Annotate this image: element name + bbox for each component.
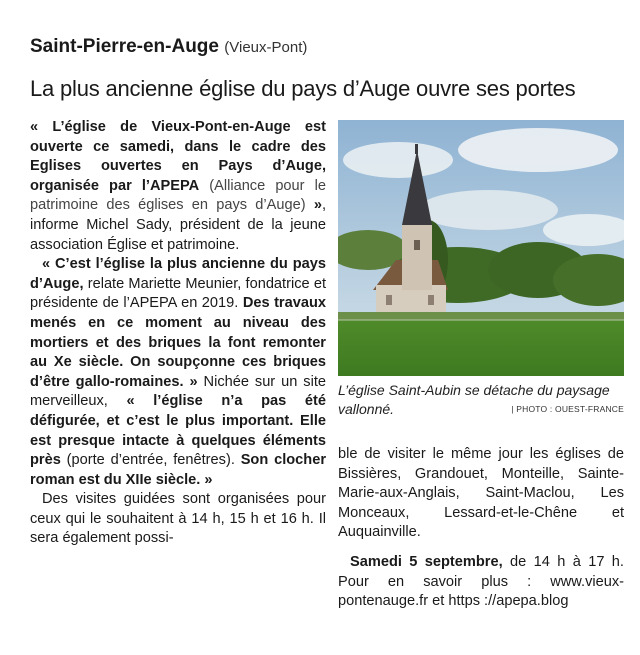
column-right [338,445,624,612]
article-header [30,36,307,58]
place-name: Saint-Pierre-en-Auge [30,36,219,57]
paragraph-3: Des visites guidées sont organisées pour ceux qui le souhaitent à 14 h, 15 h et 16 h. Il sera également possi- [30,491,326,547]
p2-normal: relate Mariette Meunier, fondatrice et présidente de l’APEPA en 2019. [30,275,326,312]
photo-caption: L’église Saint-Aubin se détache du paysage vallonné. [338,382,610,417]
church-photo [338,120,624,376]
photo-credit: | PHOTO : OUEST-FRANCE [511,404,624,414]
p2-normal-3: (porte d’entrée, fenêtres). [60,452,241,469]
p2-normal-2: Nichée sur un site merveilleux, [30,373,326,410]
paragraph-2 [30,255,326,490]
column-left [30,118,326,549]
date-info: de 14 h à 17 h. Pour en savoir plus : www.vieux-pontenauge.fr et https ://apepa.blog [338,553,624,610]
p2-bold: « C’est l’église la plus ancienne du pays d’Auge, [30,256,326,292]
church-landscape-image [338,120,624,376]
p1-tail: , informe Michel Sady, président de la jeune association Église et patrimoine. [30,197,326,253]
p2-bold-4: Son clocher roman est du XIIe siècle. » [30,452,327,488]
paragraph-4: ble de visiter le même jour les églises de Bissières, Grandouet, Monteille, Sainte-Marie-aux-Anglais, Saint-Maclou, Les Monceaux, Lessard-et-le-Chêne et Auquainville. [338,446,624,541]
p1-bold: « L’église de Vieux-Pont-en-Auge est ouverte ce samedi, dans le cadre des Eglises ouvertes en Pays d’Auge, organisée par l’APEPA [30,119,326,194]
headline: La plus ancienne église du pays d’Auge ouvre ses portes [30,76,576,101]
paragraph-5 [338,553,624,612]
p2-bold-2: Des travaux menés en ce moment au niveau des mortiers et des briques la font remonter au Xe siècle. On soupçonne ces briques d’être gallo-romaines. » [30,295,326,390]
date-bold: Samedi 5 septembre, [350,553,503,570]
place-subtitle: (Vieux-Pont) [224,39,308,56]
p2-bold-3: « l’église n’a pas été défigurée, et c’est le plus important. Elle est presque intacte à quelques éléments près [30,393,326,469]
p1-bold-2: » [313,197,322,214]
p1-normal: (Alliance pour le patrimoine des églises en pays d’Auge) [30,177,326,214]
paragraph-1 [30,118,326,255]
